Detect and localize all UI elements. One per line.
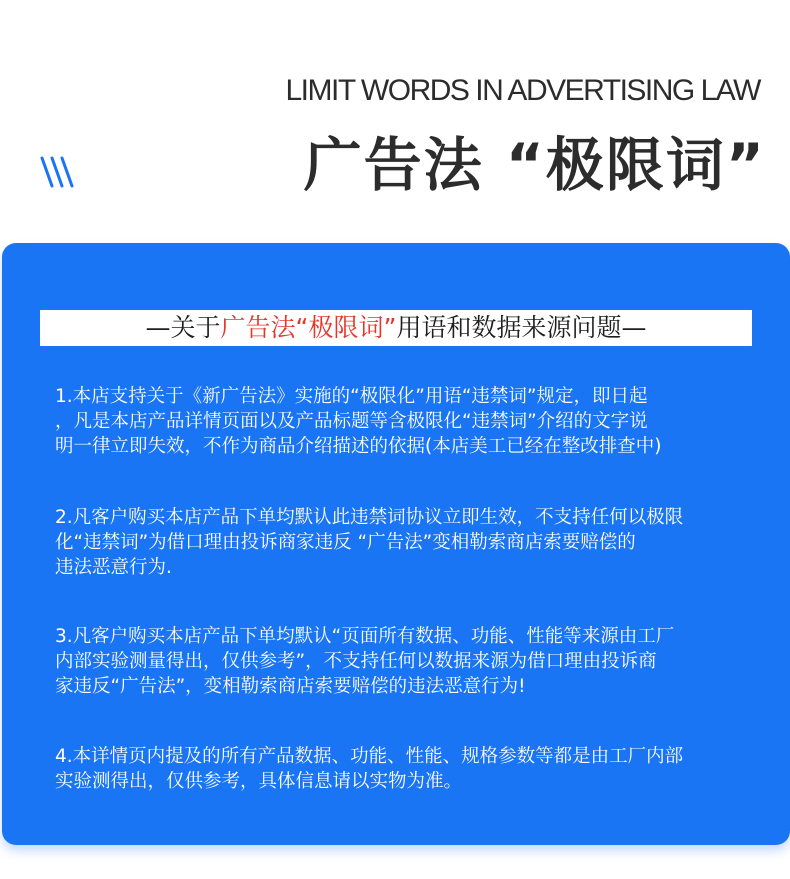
paragraph-line: 3.凡客户购买本店产品下单均默认“页面所有数据、功能、性能等来源由工厂: [55, 626, 675, 647]
notice-card: [2, 243, 790, 845]
notice-paragraph-1: [55, 384, 745, 459]
header-english-title: LIMIT WORDS IN ADVERTISING LAW: [285, 74, 760, 107]
paragraph-line: 明一律立即失效，不作为商品介绍描述的依据(本店美工已经在整改排查中): [55, 436, 662, 457]
paragraph-line: 化“违禁词”为借口理由投诉商家违反 “广告法”变相勒索商店索要赔偿的: [55, 532, 636, 553]
notice-paragraph-4: [55, 744, 745, 794]
paragraph-line: 4.本详情页内提及的所有产品数据、功能、性能、规格参数等都是由工厂内部: [55, 746, 684, 767]
paragraph-line: ，凡是本店产品详情页面以及产品标题等含极限化“违禁词”介绍的文字说: [55, 411, 648, 432]
header-chinese-title: 广告法 “极限词”: [303, 131, 766, 199]
banner-prefix: —关于: [145, 313, 221, 342]
paragraph-line: 2.凡客户购买本店产品下单均默认此违禁词协议立即生效，不支持任何以极限: [55, 507, 684, 528]
paragraph-line: 违法恶意行为.: [55, 557, 172, 578]
notice-paragraph-2: [55, 505, 745, 580]
paragraph-line: 1.本店支持关于《新广告法》实施的“极限化”用语“违禁词”规定，即日起: [55, 386, 648, 407]
banner-suffix: 用语和数据来源问题—: [396, 313, 647, 342]
paragraph-line: 实验测得出，仅供参考，具体信息请以实物为准。: [55, 771, 463, 792]
notice-banner: [40, 310, 752, 346]
paragraph-line: 家违反“广告法”，变相勒索商店索要赔偿的违法恶意行为!: [55, 676, 526, 697]
banner-highlight: 广告法“极限词”: [220, 313, 397, 342]
paragraph-line: 内部实验测量得出，仅供参考”，不支持任何以数据来源为借口理由投诉商: [55, 651, 657, 672]
notice-paragraph-3: [55, 624, 745, 699]
slash-lines-decoration-icon: [38, 156, 82, 188]
